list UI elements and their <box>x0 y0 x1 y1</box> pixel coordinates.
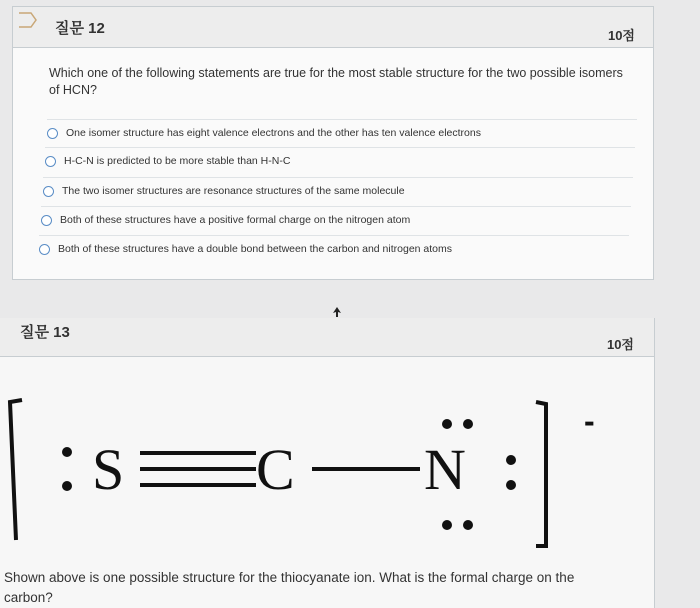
radio-icon[interactable] <box>43 186 54 197</box>
question-13-text: Shown above is one possible structure for the thiocyanate ion. What is the formal charge on the carbon? <box>4 570 575 605</box>
lone-pair-dot <box>463 419 473 429</box>
answer-option-1[interactable] <box>47 119 637 146</box>
lone-pair-dot <box>62 447 72 457</box>
answer-option-2[interactable] <box>45 147 635 174</box>
question-12-points: 10점 <box>607 28 635 43</box>
left-bracket <box>10 400 22 540</box>
answer-option-5[interactable] <box>39 235 629 262</box>
answer-option-4[interactable] <box>41 206 631 233</box>
lone-pair-dot <box>506 455 516 465</box>
answer-option-label: Both of these structures have a positive formal charge on the nitrogen atom <box>60 214 411 226</box>
atom-s: S <box>92 437 125 502</box>
lone-pair-dot <box>463 520 473 530</box>
question-13-header <box>0 318 654 357</box>
answer-option-label: H-C-N is predicted to be more stable than H-N-C <box>64 155 291 167</box>
atom-c: C <box>256 437 295 502</box>
question-12-text: Which one of the following statements are true for the most stable structure for the two possible isomers of HCN? <box>49 66 623 97</box>
question-13-points: 10점 <box>606 337 634 352</box>
lone-pair-dot <box>506 480 516 490</box>
flag-icon[interactable] <box>17 11 39 29</box>
radio-icon[interactable] <box>41 215 52 226</box>
right-bracket <box>536 402 546 546</box>
answer-option-label: One isomer structure has eight valence electrons and the other has ten valence electrons <box>66 127 481 139</box>
radio-icon[interactable] <box>45 156 56 167</box>
question-12-title: 질문 12 <box>55 20 105 37</box>
question-13-title: 질문 13 <box>20 324 70 341</box>
atom-n: N <box>424 437 466 502</box>
answer-option-label: Both of these structures have a double bond between the carbon and nitrogen atoms <box>58 243 453 255</box>
radio-icon[interactable] <box>47 128 58 139</box>
lewis-structure <box>0 380 654 555</box>
ion-charge: - <box>584 403 595 439</box>
cursor-icon <box>330 305 344 319</box>
answer-option-3[interactable] <box>43 177 633 204</box>
radio-icon[interactable] <box>39 244 50 255</box>
lone-pair-dot <box>62 481 72 491</box>
question-12-header <box>13 7 653 48</box>
question-12-card <box>12 6 654 280</box>
lone-pair-dot <box>442 520 452 530</box>
answer-option-label: The two isomer structures are resonance structures of the same molecule <box>62 185 405 197</box>
lone-pair-dot <box>442 419 452 429</box>
